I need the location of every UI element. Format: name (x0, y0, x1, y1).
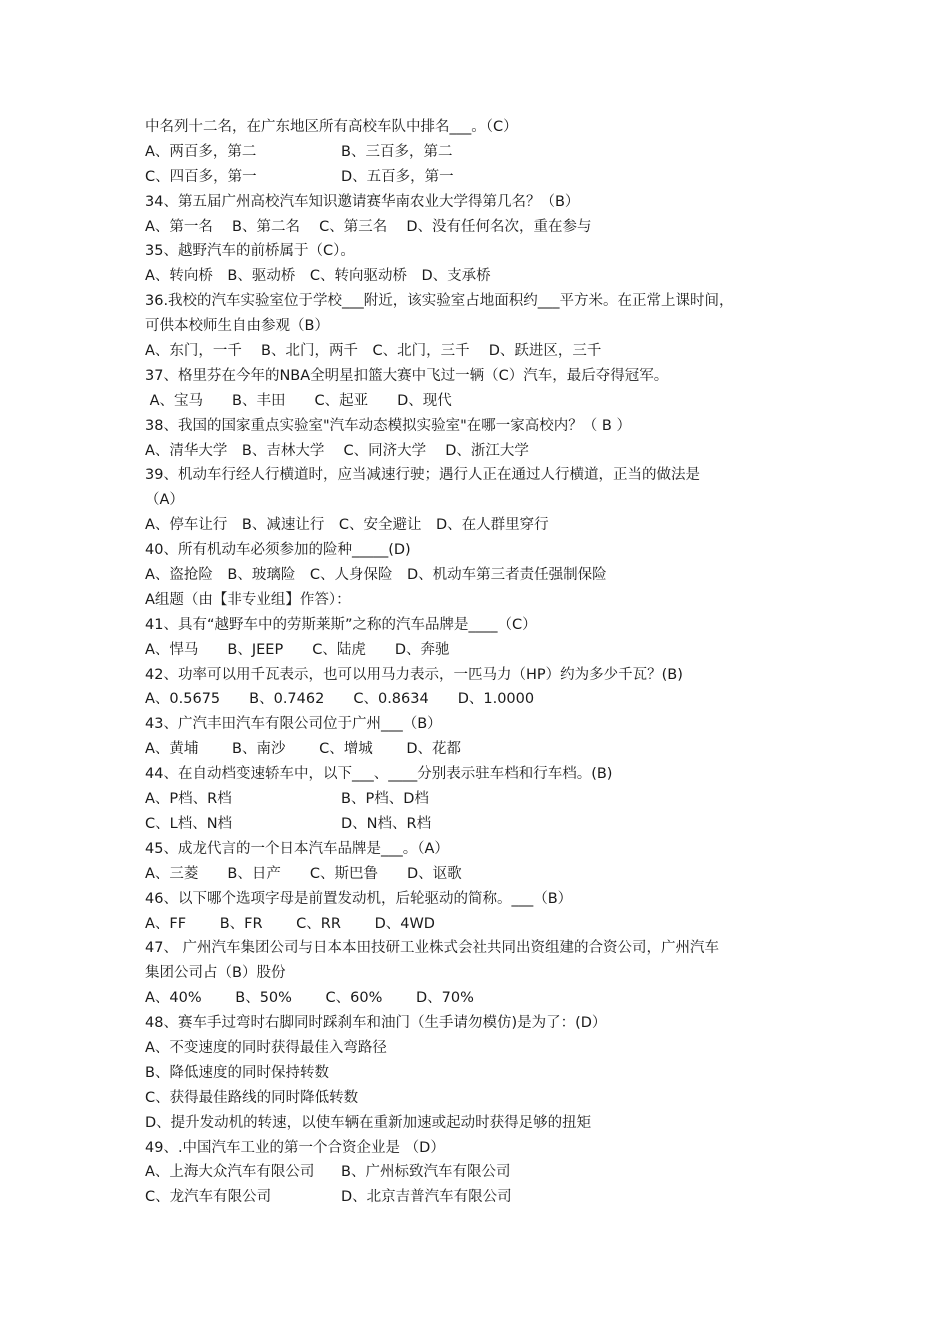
text-line: C、获得最佳路线的同时降低转数 (145, 1089, 359, 1106)
text-line: 42、功率可以用千瓦表示，也可以用马力表示，一匹马力（HP）约为多少千瓦？(B) (145, 666, 683, 683)
text-line: 36.我校的汽车实验室位于学校___附近，该实验室占地面积约___平方米。在正常上课时间， (145, 293, 734, 310)
text-line: A、三菱 B、日产 C、斯巴鲁 D、讴歌 (145, 865, 462, 882)
option-item: B、P档、D档 (341, 791, 429, 808)
option-item: A、两百多，第二 (145, 143, 257, 160)
option-item: C、四百多，第一 (145, 168, 257, 185)
text-line: 38、我国的国家重点实验室"汽车动态模拟实验室"在哪一家高校内？（ B ） (145, 417, 631, 434)
text-line: 34、第五届广州高校汽车知识邀请赛华南农业大学得第几名？（B） (145, 193, 580, 210)
text-line: A、盗抢险 B、玻璃险 C、人身保险 D、机动车第三者责任强制保险 (145, 567, 607, 584)
text-line: 集团公司占（B）股份 (145, 965, 286, 982)
text-line: 49、.中国汽车工业的第一个合资企业是 （D） (145, 1139, 445, 1156)
text-line: 44、在自动档变速轿车中，以下___、____分别表示驻车档和行车档。(B) (145, 766, 613, 783)
option-line (145, 812, 825, 837)
option-item: D、N档、R档 (341, 815, 432, 832)
text-line: A、转向桥 B、驱动桥 C、转向驱动桥 D、支承桥 (145, 268, 491, 285)
text-line: A、不变速度的同时获得最佳入弯路径 (145, 1039, 387, 1056)
text-line: 43、广汽丰田汽车有限公司位于广州___（B） (145, 716, 442, 733)
text-line: 37、格里芬在今年的NBA全明星扣篮大赛中飞过一辆（C）汽车，最后夺得冠军。 (145, 367, 669, 384)
text-line: A、清华大学 B、吉林大学 C、同济大学 D、浙江大学 (145, 442, 529, 459)
text-line: 47、 广州汽车集团公司与日本本田技研工业株式会社共同出资组建的合资公司，广州汽车 (145, 940, 720, 957)
text-line: 39、机动车行经人行横道时，应当减速行驶；遇行人正在通过人行横道，正当的做法是 (145, 467, 700, 484)
text-line: A、宝马 B、丰田 C、起亚 D、现代 (145, 392, 452, 409)
text-line: 可供本校师生自由参观（B） (145, 318, 329, 335)
text-line: 48、赛车手过弯时右脚同时踩刹车和油门（生手请勿模仿)是为了：(D） (145, 1015, 607, 1032)
text-line: A、第一名 B、第二名 C、第三名 D、没有任何名次，重在参与 (145, 218, 592, 235)
option-item: A、P档、R档 (145, 791, 232, 808)
option-line (145, 787, 825, 812)
option-item: B、广州标致汽车有限公司 (341, 1164, 511, 1181)
text-line: B、降低速度的同时保持转数 (145, 1064, 329, 1081)
option-item: C、L档、N档 (145, 815, 233, 832)
text-line: A、东门，一千 B、北门，两千 C、北门，三千 D、跃进区，三千 (145, 343, 602, 360)
text-line: A组题（由【非专业组】作答）： (145, 591, 351, 608)
text-line: A、悍马 B、JEEP C、陆虎 D、奔驰 (145, 641, 450, 658)
text-line: A、停车让行 B、减速让行 C、安全避让 D、在人群里穿行 (145, 517, 549, 534)
option-item: A、上海大众汽车有限公司 (145, 1164, 315, 1181)
text-line: A、FF B、FR C、RR D、4WD (145, 915, 435, 932)
text-line: 中名列十二名，在广东地区所有高校车队中排名___。（C） (145, 119, 518, 135)
text-line: A、40% B、50% C、60% D、70% (145, 990, 474, 1007)
option-line (145, 1185, 825, 1210)
text-line: （A） (145, 492, 184, 509)
text-line: 40、所有机动车必须参加的险种_____(D) (145, 542, 411, 559)
option-item: B、三百多，第二 (341, 143, 453, 160)
text-line: 41、具有“越野车中的劳斯莱斯”之称的汽车品牌是____（C） (145, 616, 537, 633)
option-line (145, 140, 825, 165)
text-line: A、黄埔 B、南沙 C、增城 D、花都 (145, 741, 461, 758)
text-line: A、0.5675 B、0.7462 C、0.8634 D、1.0000 (145, 691, 535, 708)
option-item: D、五百多，第一 (341, 168, 454, 185)
text-line: 35、越野汽车的前桥属于（C）。 (145, 243, 355, 260)
quiz-text-body (145, 115, 825, 1210)
option-line (145, 165, 825, 190)
option-line (145, 1160, 825, 1185)
text-line: 46、以下哪个选项字母是前置发动机，后轮驱动的简称。___（B） (145, 890, 573, 907)
option-item: C、龙汽车有限公司 (145, 1189, 272, 1206)
text-line: 45、成龙代言的一个日本汽车品牌是___。（A） (145, 840, 449, 857)
option-item: D、北京吉普汽车有限公司 (341, 1189, 512, 1206)
text-line: D、提升发动机的转速，以使车辆在重新加速或起动时获得足够的扭矩 (145, 1114, 592, 1131)
